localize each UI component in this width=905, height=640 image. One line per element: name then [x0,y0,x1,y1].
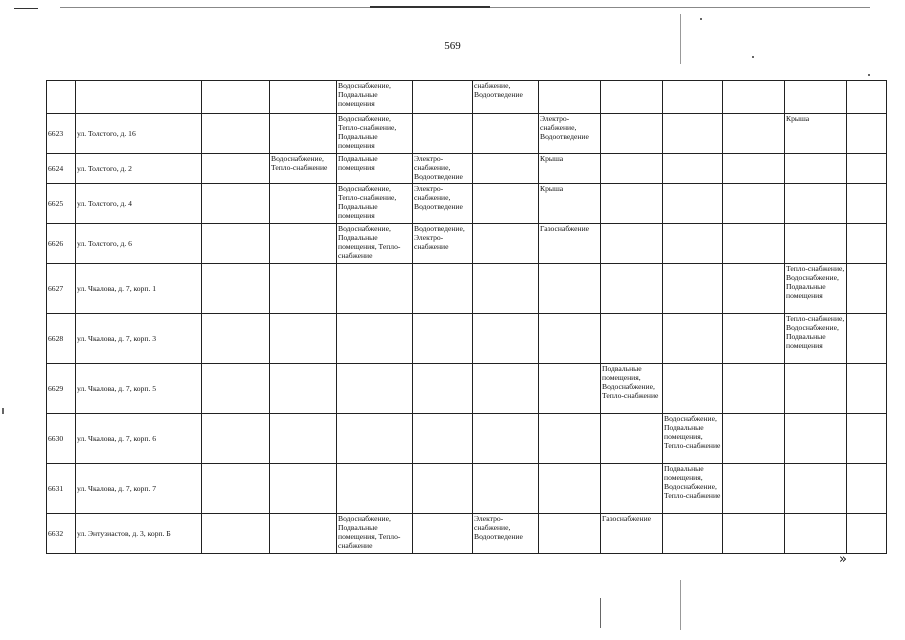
row-number-cell: 6626 [47,224,76,264]
table-cell [601,414,663,464]
table-row [47,464,887,514]
table-cell [337,314,413,364]
table-cell [785,364,847,414]
row-number-cell: 6627 [47,264,76,314]
scan-vertical-dash [680,14,681,64]
table-cell [847,81,887,114]
table-cell: Газоснабжение [601,514,663,554]
table-cell [847,184,887,224]
table-cell [539,464,601,514]
table-cell [270,81,337,114]
table-cell [663,154,723,184]
table-row [47,81,887,114]
table-cell [663,184,723,224]
table-cell [785,464,847,514]
row-number-cell: 6623 [47,114,76,154]
table-cell [413,364,473,414]
address-cell [76,81,202,114]
table-cell [663,364,723,414]
table-cell [202,314,270,364]
table-cell [723,514,785,554]
table-cell [723,364,785,414]
table-cell [270,224,337,264]
table-cell: Водоснабжение, Тепло-снабжение, Подвальные помещения [337,184,413,224]
address-cell: ул. Толстого, д. 4 [76,184,202,224]
table-cell: Подвальные помещения, Водоснабжение, Тепло-снабжение [663,464,723,514]
table-cell [847,154,887,184]
scan-vertical-dash [680,580,681,630]
table-cell [663,264,723,314]
table-cell [337,264,413,314]
table-cell [473,184,539,224]
row-number-cell: 6630 [47,414,76,464]
table-cell [202,414,270,464]
table-cell [270,414,337,464]
table-cell [723,114,785,154]
table-cell [337,364,413,414]
scan-speck [752,56,754,58]
table-cell: снабжение, Водоотведение [473,81,539,114]
table-cell [663,114,723,154]
table-row [47,414,887,464]
table-cell: Подвальные помещения [337,154,413,184]
table-cell: Тепло-снабжение, Водоснабжение, Подвальные помещения [785,264,847,314]
table-cell: Водоснабжение, Подвальные помещения, Тепло-снабжение [663,414,723,464]
table-cell [202,514,270,554]
table-cell [847,414,887,464]
table-cell [785,514,847,554]
table-cell [601,184,663,224]
table-cell [413,114,473,154]
table-row [47,264,887,314]
row-number-cell: 6628 [47,314,76,364]
row-number-cell [47,81,76,114]
table-cell: Водоснабжение, Подвальные помещения, Тепло-снабжение [337,224,413,264]
address-cell: ул. Толстого, д. 16 [76,114,202,154]
table-cell [337,414,413,464]
table-cell [473,414,539,464]
table-cell [539,314,601,364]
table-cell [270,364,337,414]
table-cell [473,314,539,364]
table-cell [202,464,270,514]
table-cell [723,184,785,224]
table-cell: Электро-снабжение, Водоотведение [473,514,539,554]
address-cell: ул. Толстого, д. 6 [76,224,202,264]
table-row [47,114,887,154]
table-cell [202,81,270,114]
table-row [47,314,887,364]
table-cell: Электро-снабжение, Водоотведение [539,114,601,154]
table-cell [202,154,270,184]
table-cell [539,414,601,464]
table-cell [723,464,785,514]
table-cell: Крыша [539,154,601,184]
table-cell [539,264,601,314]
table-cell [413,464,473,514]
table-cell: Водоснабжение, Подвальные помещения [337,81,413,114]
table-cell [601,114,663,154]
table-cell [723,154,785,184]
table-cell [539,514,601,554]
table-cell [473,154,539,184]
table-cell [663,314,723,364]
table-cell [539,81,601,114]
table-cell [473,224,539,264]
table-cell [473,364,539,414]
address-cell: ул. Чкалова, д. 7, корп. 5 [76,364,202,414]
scan-speck [700,18,702,20]
address-cell: ул. Чкалова, д. 7, корп. 1 [76,264,202,314]
table-cell [601,224,663,264]
address-cell: ул. Энтузиастов, д. 3, корп. Б [76,514,202,554]
table-row [47,224,887,264]
table-cell [270,114,337,154]
table-cell [202,184,270,224]
table-cell [270,514,337,554]
table-cell [723,414,785,464]
table-cell [785,414,847,464]
table-cell [473,114,539,154]
table-cell: Тепло-снабжение, Водоснабжение, Подвальные помещения [785,314,847,364]
table-cell: Газоснабжение [539,224,601,264]
table-cell [601,314,663,364]
table-cell [413,414,473,464]
table-cell: Подвальные помещения, Водоснабжение, Тепло-снабжение [601,364,663,414]
table-cell [413,314,473,364]
table-cell [847,264,887,314]
table-cell [539,364,601,414]
table-cell [847,314,887,364]
table-cell [413,81,473,114]
table-cell [723,224,785,264]
scan-top-rule-dark [370,6,490,8]
registry-table [46,80,887,554]
row-number-cell: 6624 [47,154,76,184]
table-cell [785,81,847,114]
table-cell [723,314,785,364]
table-cell: Водоснабжение, Тепло-снабжение, Подвальные помещения [337,114,413,154]
scan-speck [868,74,870,76]
table-cell [601,81,663,114]
scan-speck [2,408,4,414]
table-cell [847,514,887,554]
table-cell [413,264,473,314]
row-number-cell: 6631 [47,464,76,514]
table-cell [413,514,473,554]
table-cell [202,114,270,154]
continuation-mark: » [839,552,847,567]
row-number-cell: 6625 [47,184,76,224]
table-cell: Водоснабжение, Тепло-снабжение [270,154,337,184]
table-cell: Электро-снабжение, Водоотведение [413,184,473,224]
table-cell [663,81,723,114]
table-cell [723,264,785,314]
table-cell [601,154,663,184]
table-cell [723,81,785,114]
row-number-cell: 6632 [47,514,76,554]
scan-speck [600,598,601,628]
address-cell: ул. Чкалова, д. 7, корп. 6 [76,414,202,464]
page-number: 569 [444,40,461,52]
address-cell: ул. Чкалова, д. 7, корп. 7 [76,464,202,514]
table-cell [601,264,663,314]
scan-corner-mark [14,8,38,9]
table-row [47,184,887,224]
table-cell [785,184,847,224]
table-cell [663,514,723,554]
table-row [47,364,887,414]
table-cell [847,224,887,264]
table-cell [847,114,887,154]
table-cell [270,264,337,314]
row-number-cell: 6629 [47,364,76,414]
address-cell: ул. Чкалова, д. 7, корп. 3 [76,314,202,364]
table-cell [785,154,847,184]
table-cell [202,224,270,264]
table-cell [847,464,887,514]
table-cell [337,464,413,514]
table-row [47,514,887,554]
address-cell: ул. Толстого, д. 2 [76,154,202,184]
table-cell: Водоотведение, Электро-снабжение [413,224,473,264]
table-cell: Крыша [785,114,847,154]
table-cell: Крыша [539,184,601,224]
table-cell [202,364,270,414]
table-cell [270,314,337,364]
table-cell [473,264,539,314]
table-cell [473,464,539,514]
table-row [47,154,887,184]
table-cell [270,184,337,224]
table-cell [270,464,337,514]
table-cell: Водоснабжение, Подвальные помещения, Тепло-снабжение [337,514,413,554]
table-cell [601,464,663,514]
table-cell: Электро-снабжение, Водоотведение [413,154,473,184]
table-cell [202,264,270,314]
table-cell [847,364,887,414]
table-cell [663,224,723,264]
table-cell [785,224,847,264]
